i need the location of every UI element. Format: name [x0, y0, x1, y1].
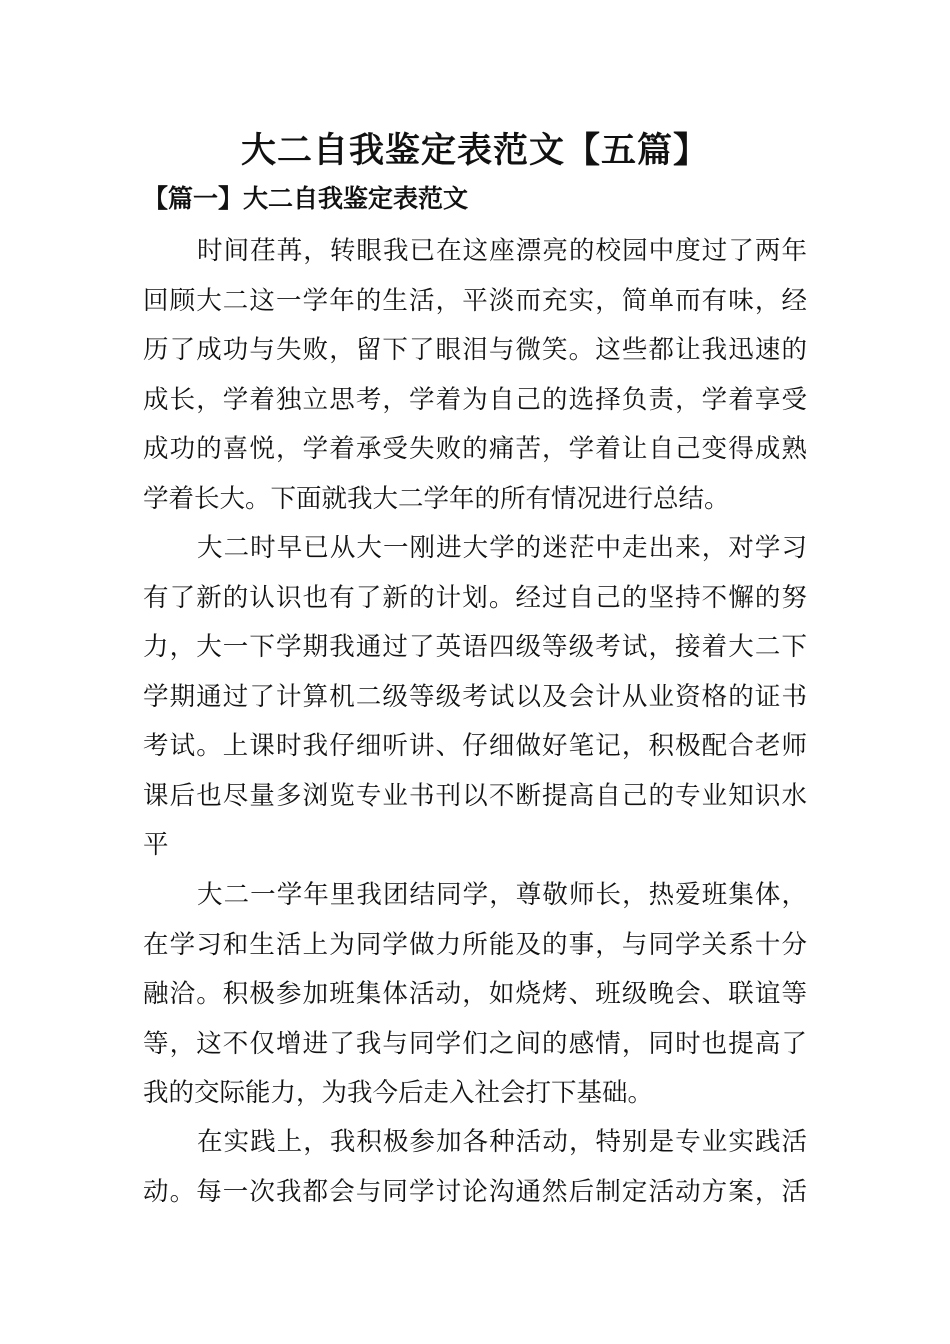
paragraph-line: 融洽。积极参加班集体活动，如烧烤、班级晚会、联谊等	[143, 979, 807, 1009]
paragraph-line: 回顾大二这一学年的生活，平淡而充实，简单而有味，经	[143, 285, 807, 316]
paragraph-line: 学着长大。下面就我大二学年的所有情况进行总结。	[143, 483, 730, 514]
paragraph-line: 大二一学年里我团结同学，尊敬师长，热爱班集体，	[197, 880, 807, 910]
paragraph-line: 有了新的认识也有了新的计划。经过自己的坚持不懈的努	[143, 582, 807, 613]
paragraph-line: 成长，学着独立思考，学着为自己的选择负责，学着享受	[143, 384, 807, 415]
paragraph-2	[143, 524, 807, 871]
paragraph-3	[143, 871, 807, 1119]
paragraph-line: 考试。上课时我仔细听讲、仔细做好笔记，积极配合老师	[143, 731, 807, 761]
paragraph-line: 学期通过了计算机二级等级考试以及会计从业资格的证书	[143, 681, 807, 712]
paragraph-line: 历了成功与失败，留下了眼泪与微笑。这些都让我迅速的	[143, 335, 807, 365]
paragraph-line: 大二时早已从大一刚进大学的迷茫中走出来，对学习	[197, 533, 807, 563]
paragraph-line: 平	[143, 830, 169, 860]
section-heading: 【篇一】大二自我鉴定表范文	[143, 184, 469, 213]
paragraph-line: 时间荏苒，转眼我已在这座漂亮的校园中度过了两年	[197, 236, 807, 266]
paragraph-line: 我的交际能力，为我今后走入社会打下基础。	[143, 1078, 654, 1108]
paragraph-line: 在实践上，我积极参加各种活动，特别是专业实践活	[197, 1127, 807, 1157]
paragraph-1	[143, 227, 807, 524]
paragraph-line: 成功的喜悦，学着承受失败的痛苦，学着让自己变得成熟	[143, 434, 807, 464]
paragraph-4	[143, 1118, 807, 1217]
paragraph-line: 力，大一下学期我通过了英语四级等级考试，接着大二下	[143, 632, 807, 662]
document-title: 大二自我鉴定表范文【五篇】	[240, 130, 709, 171]
paragraph-line: 课后也尽量多浏览专业书刊以不断提高自己的专业知识水	[143, 780, 807, 811]
paragraph-line: 等，这不仅增进了我与同学们之间的感情，同时也提高了	[143, 1028, 807, 1059]
paragraph-line: 动。每一次我都会与同学讨论沟通然后制定活动方案，活	[143, 1176, 807, 1207]
paragraph-line: 在学习和生活上为同学做力所能及的事，与同学关系十分	[143, 929, 807, 960]
